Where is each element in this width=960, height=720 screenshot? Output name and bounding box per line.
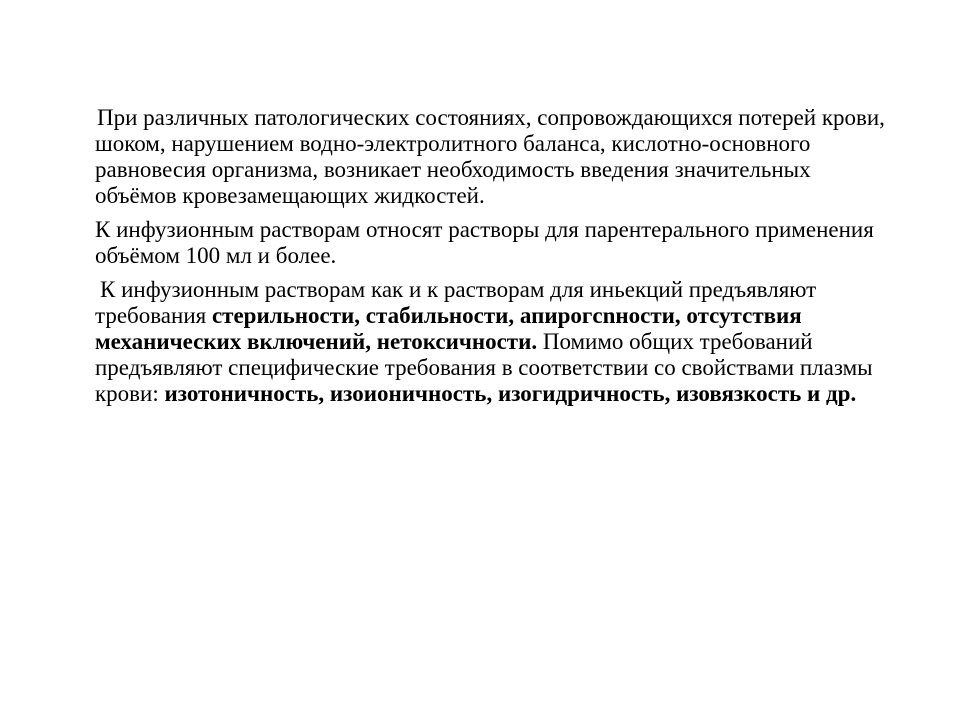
slide-text-body: [95, 105, 895, 407]
paragraph-blood-loss: [95, 105, 895, 209]
bold-plasma-requirements: изотоничность, изоионичность, изогидричность, изовязкость и др.: [164, 381, 857, 406]
paragraph-requirements: [95, 277, 895, 407]
paragraph-text: К инфузионным растворам относят растворы для парентерального применения объёмом 100 мл и более.: [95, 217, 874, 268]
paragraph-text: Помимо общих требований предъявляют специфические требования в соответствии со свойствами плазмы крови:: [95, 329, 873, 406]
paragraph-text: К инфузионным растворам как и к растворам для иньекций предъявляют требования: [95, 277, 817, 328]
bold-general-requirements: стерильности, стабильности, апирогсnности, отсутствия механических включений, нетоксичности.: [95, 303, 802, 354]
paragraph-text: При различных патологических состояниях, сопровождающихся потерей крови, шоком, нарушением водно-электролитного баланса, кислотно-основного равновесия организма, возникает необходимость введения значительных объёмов кровезамещающих жидкостей.: [95, 105, 885, 208]
paragraph-infusion-definition: [95, 217, 895, 269]
